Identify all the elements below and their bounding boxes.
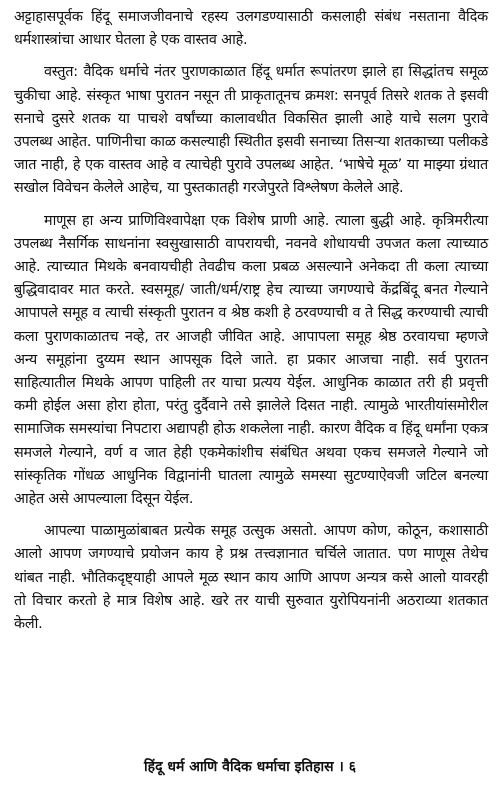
- paragraph-2: वस्तुत: वैदिक धर्माचे नंतर पुराणकाळात हिंदू धर्मात रूपांतरण झाले हा सिद्धांतच समूळ चुकीचा आहे. संस्कृत भाषा पुरातन नसून ती प्राकृतातूनच क्रमश: सनपूर्व तिसरे शतक ते इसवी सनाचे दुसरे शतक या पाचशे वर्षांच्या कालावधीत विकसित झाली आहे याचे सलग पुरावे उपलब्ध आहेत. पाणिनीचा काळ कसल्याही स्थितीत इसवी सनाच्या तिसऱ्या शतकाच्या पलीकडे जात नाही, हे एक वास्तव आहे व त्याचेही पुरावे उपलब्ध आहेत. ‘भाषेचे मूळ’ या माझ्या ग्रंथात सखोल विवेचन केलेले आहेच, या पुस्तकातही गरजेपुरते विश्लेषण केलेले आहे.: [14, 64, 488, 197]
- paragraph-1: अट्टाहासपूर्वक हिंदू समाजजीवनाचे रहस्य उलगडण्यासाठी कसलाही संबंध नसताना वैदिक धर्मशास्त्रांचा आधार घेतला हे एक वास्तव आहे.: [14, 9, 488, 49]
- paragraph-3: माणूस हा अन्य प्राणिविश्वापेक्षा एक विशेष प्राणी आहे. त्याला बुद्धी आहे. कृत्रिमरीत्या उपलब्ध नैसर्गिक साधनांना स्वसुखासाठी वापरायची, नवनवे शोधायची उपजत कला त्याच्याठ आहे. त्याच्यात मिथके बनवायचीही तेवढीच कला प्रबळ असल्याने अनेकदा ती कला त्याच्या बुद्धिवादावर मात करते. स्वसमूह/ जाती/धर्म/राष्ट्र हेच त्याच्या जगण्याचे केंद्रबिंदू बनत गेल्याने आपापले समूह व त्याची संस्कृती पुरातन व श्रेष्ठ कशी हे ठरवण्याची व ते सिद्ध करण्याची त्याची कला पुराणकाळातच नव्हे, तर आजही जीवित आहे. आपापला समूह श्रेष्ठ ठरवायचा म्हणजे अन्य समूहांना दुय्यम स्थान आपसूक दिले जाते. हा प्रकार आजचा नाही. सर्व पुरातन साहित्यातील मिथके आपण पाहिली तर याचा प्रत्यय येईल. आधुनिक काळात तरी ही प्रवृत्ती कमी होईल असा होरा होता, परंतु दुर्दैवाने तसे झालेले दिसत नाही. त्यामुळे भारतीयांसमोरील सामाजिक समस्यांचा निपटारा अद्यापही होऊ शकलेला नाही. कारण वैदिक व हिंदू धर्मांना एकत्र समजले गेल्याने, वर्ण व जात हेही एकमेकांशीच संबंधित अथवा एकच समजले गेल्याने जो सांस्कृतिक गोंधळ आधुनिक विद्वानांनी घातला त्यामुळे समस्या सुटण्याऐवजी जटिल बनल्या आहेत असे आपल्याला दिसून येईल.: [14, 212, 488, 508]
- paragraph-4: आपल्या पाळामुळांबाबत प्रत्येक समूह उत्सुक असतो. आपण कोण, कोठून, कशासाठी आलो आपण जगण्याचे प्रयोजन काय हे प्रश्न तत्त्वज्ञानात चर्चिले जातात. पण माणूस तेथेच थांबत नाही. भौतिकदृष्ट्याही आपले मूळ स्थान काय आणि आपण अन्यत्र कसे आलो यावरही तो विचार करतो हे मात्र विशेष आहे. खरे तर याची सुरुवात युरोपियनांनी अठराव्या शतकात केली.: [14, 523, 488, 633]
- page-footer: हिंदू धर्म आणि वैदिक धर्माचा इतिहास । ६: [144, 759, 356, 775]
- body-text: [14, 6, 488, 636]
